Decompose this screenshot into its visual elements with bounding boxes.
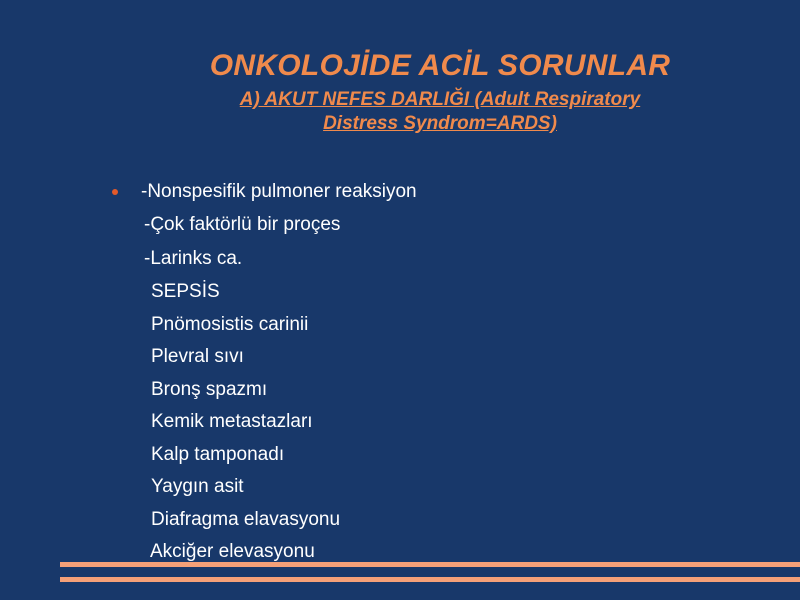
title-subtitle-line-2: Distress Syndrom=ARDS) — [323, 113, 557, 134]
list-item: Kalp tamponadı — [151, 444, 285, 465]
list-item: -Nonspesifik pulmoner reaksiyon — [141, 181, 417, 202]
title-subtitle-line-1: A) AKUT NEFES DARLIĞI (Adult Respiratory — [239, 89, 641, 110]
title-main: ONKOLOJİDE ACİL SORUNLAR — [209, 49, 671, 82]
list-item: Bronş spazmı — [151, 379, 268, 400]
slide-title — [130, 48, 750, 136]
list-item: -Larinks ca. — [144, 248, 243, 269]
list-item: -Çok faktörlü bir proçes — [144, 214, 341, 235]
list-item: Yaygın asit — [151, 476, 244, 497]
decorative-rule-top — [60, 562, 800, 567]
list-item: Plevral sıvı — [151, 346, 244, 367]
list-item: Akciğer elevasyonu — [150, 541, 315, 562]
list-item: Pnömosistis carinii — [151, 314, 309, 335]
bullet-dot-icon — [112, 189, 118, 195]
list-item: Diafragma elavasyonu — [151, 509, 341, 530]
decorative-rule-bottom — [60, 577, 800, 582]
list-item: SEPSİS — [151, 281, 220, 302]
list-item: Kemik metastazları — [151, 411, 313, 432]
title-subtitle — [130, 88, 750, 136]
